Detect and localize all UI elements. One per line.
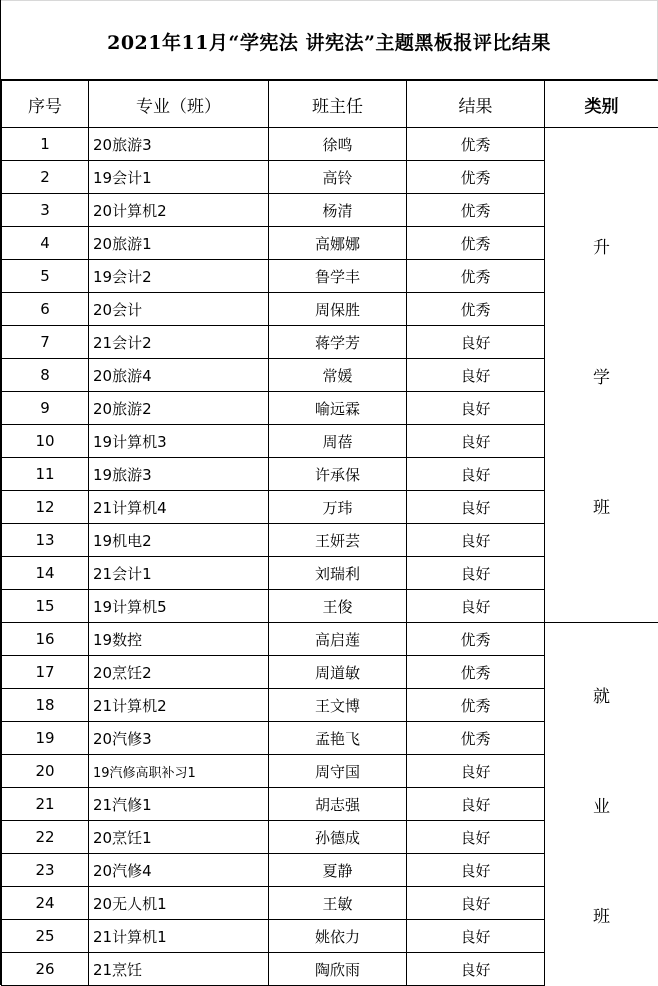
- category-label: [545, 180, 658, 570]
- category-char: 班: [593, 493, 610, 518]
- cell-result[interactable]: 优秀: [407, 623, 545, 656]
- cell-result[interactable]: 良好: [407, 458, 545, 491]
- cell-index[interactable]: 1: [2, 128, 89, 161]
- cell-category-merged[interactable]: [545, 128, 658, 623]
- cell-index[interactable]: 25: [2, 920, 89, 953]
- cell-index[interactable]: 13: [2, 524, 89, 557]
- cell-index[interactable]: 20: [2, 755, 89, 788]
- cell-teacher[interactable]: 姚依力: [269, 920, 407, 953]
- cell-result[interactable]: 优秀: [407, 128, 545, 161]
- cell-major[interactable]: 20旅游1: [89, 227, 269, 260]
- cell-index[interactable]: 21: [2, 788, 89, 821]
- header-result[interactable]: 结果: [407, 81, 545, 128]
- cell-major[interactable]: 20烹饪2: [89, 656, 269, 689]
- cell-index[interactable]: 4: [2, 227, 89, 260]
- cell-index[interactable]: 23: [2, 854, 89, 887]
- cell-teacher[interactable]: 徐鸣: [269, 128, 407, 161]
- table-row: [2, 128, 658, 161]
- cell-major[interactable]: 21计算机2: [89, 689, 269, 722]
- cell-teacher[interactable]: 高启莲: [269, 623, 407, 656]
- cell-teacher[interactable]: 夏静: [269, 854, 407, 887]
- cell-result[interactable]: 良好: [407, 788, 545, 821]
- category-char: 就: [593, 682, 610, 707]
- cell-major[interactable]: 20会计: [89, 293, 269, 326]
- cell-index[interactable]: 2: [2, 161, 89, 194]
- cell-index[interactable]: 3: [2, 194, 89, 227]
- cell-teacher[interactable]: 鲁学丰: [269, 260, 407, 293]
- category-char: 班: [593, 902, 610, 927]
- cell-major[interactable]: 19汽修高职补习1: [89, 755, 269, 788]
- cell-result[interactable]: 良好: [407, 524, 545, 557]
- cell-teacher[interactable]: 陶欣雨: [269, 953, 407, 986]
- cell-index[interactable]: 10: [2, 425, 89, 458]
- cell-index[interactable]: 12: [2, 491, 89, 524]
- cell-result[interactable]: 良好: [407, 326, 545, 359]
- cell-teacher[interactable]: 高铃: [269, 161, 407, 194]
- cell-major[interactable]: 20无人机1: [89, 887, 269, 920]
- cell-result[interactable]: 良好: [407, 755, 545, 788]
- cell-result[interactable]: 良好: [407, 821, 545, 854]
- cell-major[interactable]: 19机电2: [89, 524, 269, 557]
- cell-result[interactable]: 良好: [407, 920, 545, 953]
- cell-result[interactable]: 优秀: [407, 656, 545, 689]
- header-category[interactable]: 类别: [545, 81, 658, 128]
- cell-teacher[interactable]: 王俊: [269, 590, 407, 623]
- cell-result[interactable]: 良好: [407, 491, 545, 524]
- header-row: [2, 81, 658, 128]
- table-row: [2, 623, 658, 656]
- cell-result[interactable]: 优秀: [407, 722, 545, 755]
- category-label: [545, 639, 658, 969]
- cell-major[interactable]: 21会计1: [89, 557, 269, 590]
- cell-index[interactable]: 18: [2, 689, 89, 722]
- cell-teacher[interactable]: 周蓓: [269, 425, 407, 458]
- cell-major[interactable]: 20旅游4: [89, 359, 269, 392]
- cell-major[interactable]: 19会计2: [89, 260, 269, 293]
- cell-result[interactable]: 优秀: [407, 161, 545, 194]
- cell-teacher[interactable]: 胡志强: [269, 788, 407, 821]
- header-teacher[interactable]: 班主任: [269, 81, 407, 128]
- cell-major[interactable]: 21汽修1: [89, 788, 269, 821]
- cell-major[interactable]: 21会计2: [89, 326, 269, 359]
- cell-major[interactable]: 19计算机3: [89, 425, 269, 458]
- cell-result[interactable]: 良好: [407, 392, 545, 425]
- cell-index[interactable]: 15: [2, 590, 89, 623]
- results-table: [1, 80, 658, 986]
- cell-teacher[interactable]: 蒋学芳: [269, 326, 407, 359]
- category-char: 升: [593, 233, 610, 258]
- cell-category-merged[interactable]: [545, 623, 658, 986]
- cell-index[interactable]: 19: [2, 722, 89, 755]
- table-body: [2, 128, 658, 986]
- cell-result[interactable]: 优秀: [407, 689, 545, 722]
- cell-result[interactable]: 优秀: [407, 260, 545, 293]
- cell-teacher[interactable]: 孟艳飞: [269, 722, 407, 755]
- cell-index[interactable]: 16: [2, 623, 89, 656]
- cell-teacher[interactable]: 常媛: [269, 359, 407, 392]
- cell-major[interactable]: 19旅游3: [89, 458, 269, 491]
- cell-teacher[interactable]: 喻远霖: [269, 392, 407, 425]
- cell-teacher[interactable]: 王妍芸: [269, 524, 407, 557]
- cell-teacher[interactable]: 孙德成: [269, 821, 407, 854]
- cell-teacher[interactable]: 王敏: [269, 887, 407, 920]
- cell-teacher[interactable]: 刘瑞利: [269, 557, 407, 590]
- cell-index[interactable]: 17: [2, 656, 89, 689]
- cell-result[interactable]: 良好: [407, 425, 545, 458]
- cell-index[interactable]: 22: [2, 821, 89, 854]
- cell-result[interactable]: 优秀: [407, 293, 545, 326]
- cell-teacher[interactable]: 万玮: [269, 491, 407, 524]
- cell-teacher[interactable]: 周保胜: [269, 293, 407, 326]
- cell-index[interactable]: 11: [2, 458, 89, 491]
- cell-teacher[interactable]: 王文博: [269, 689, 407, 722]
- cell-result[interactable]: 良好: [407, 557, 545, 590]
- sheet-title[interactable]: 2021年11月“学宪法 讲宪法”主题黑板报评比结果: [1, 0, 658, 80]
- cell-result[interactable]: 优秀: [407, 194, 545, 227]
- cell-major[interactable]: 19会计1: [89, 161, 269, 194]
- cell-result[interactable]: 良好: [407, 887, 545, 920]
- cell-teacher[interactable]: 许承保: [269, 458, 407, 491]
- cell-major[interactable]: 21烹饪: [89, 953, 269, 986]
- cell-teacher[interactable]: 周守国: [269, 755, 407, 788]
- cell-index[interactable]: 14: [2, 557, 89, 590]
- cell-result[interactable]: 良好: [407, 590, 545, 623]
- cell-index[interactable]: 26: [2, 953, 89, 986]
- cell-major[interactable]: 20计算机2: [89, 194, 269, 227]
- cell-result[interactable]: 良好: [407, 854, 545, 887]
- header-index[interactable]: 序号: [2, 81, 89, 128]
- cell-index[interactable]: 6: [2, 293, 89, 326]
- cell-major[interactable]: 19计算机5: [89, 590, 269, 623]
- cell-result[interactable]: 良好: [407, 359, 545, 392]
- cell-major[interactable]: 20旅游2: [89, 392, 269, 425]
- cell-major[interactable]: 21计算机4: [89, 491, 269, 524]
- cell-teacher[interactable]: 杨清: [269, 194, 407, 227]
- cell-teacher[interactable]: 高娜娜: [269, 227, 407, 260]
- cell-teacher[interactable]: 周道敏: [269, 656, 407, 689]
- cell-result[interactable]: 良好: [407, 953, 545, 986]
- category-char: 业: [593, 792, 610, 817]
- cell-major[interactable]: 21计算机1: [89, 920, 269, 953]
- cell-index[interactable]: 8: [2, 359, 89, 392]
- cell-major[interactable]: 20旅游3: [89, 128, 269, 161]
- cell-index[interactable]: 7: [2, 326, 89, 359]
- category-char: 学: [593, 363, 610, 388]
- cell-index[interactable]: 5: [2, 260, 89, 293]
- cell-major[interactable]: 20汽修3: [89, 722, 269, 755]
- cell-result[interactable]: 优秀: [407, 227, 545, 260]
- cell-index[interactable]: 24: [2, 887, 89, 920]
- cell-major[interactable]: 20烹饪1: [89, 821, 269, 854]
- header-major[interactable]: 专业（班）: [89, 81, 269, 128]
- cell-major[interactable]: 19数控: [89, 623, 269, 656]
- cell-index[interactable]: 9: [2, 392, 89, 425]
- cell-major[interactable]: 20汽修4: [89, 854, 269, 887]
